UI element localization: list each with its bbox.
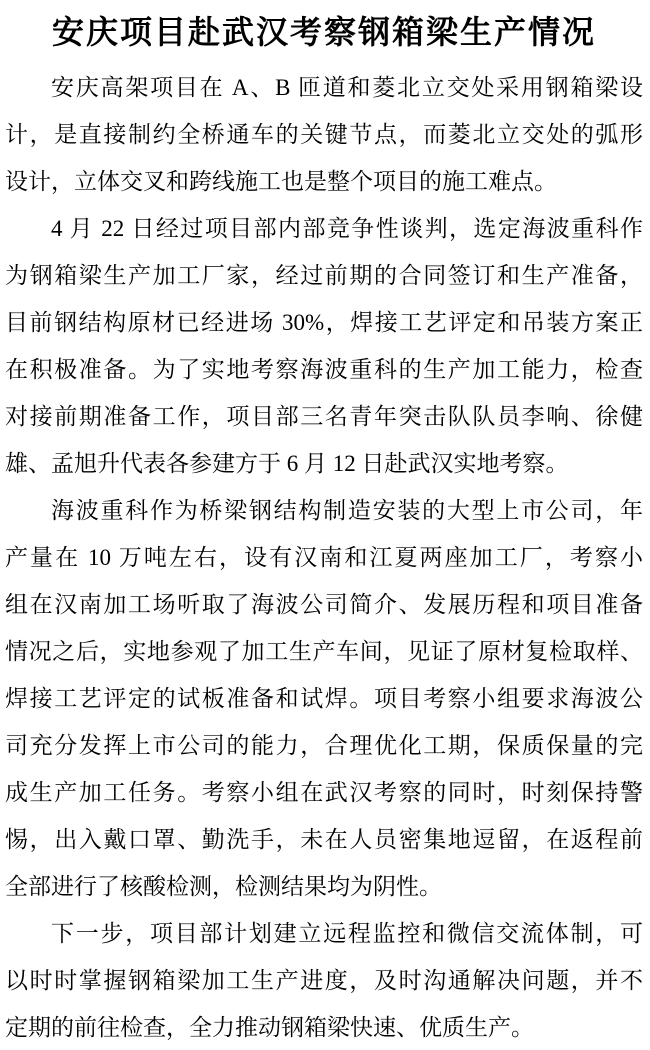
text-line: 成生产加工任务。考察小组在武汉考察的同时，时刻保持警 — [5, 780, 643, 805]
text-line: 全部进行了核酸检测，检测结果均为阴性。 — [5, 874, 442, 899]
text-line: 情况之后，实地参观了加工生产车间，见证了原材复检取样、 — [5, 639, 643, 664]
text-line: 焊接工艺评定的试板准备和试焊。项目考察小组要求海波公 — [5, 686, 643, 711]
text-line: 对接前期准备工作，项目部三名青年突击队队员李响、徐健 — [5, 404, 643, 429]
text-line: 为钢箱梁生产加工厂家，经过前期的合同签订和生产准备， — [5, 263, 643, 288]
text-line: 安庆高架项目在 A、B 匝道和菱北立交处采用钢箱梁设 — [51, 75, 643, 100]
paragraph-1 — [5, 64, 643, 205]
paragraph-3 — [5, 487, 643, 910]
text-line: 雄、孟旭升代表各参建方于 6 月 12 日赴武汉实地考察。 — [5, 451, 569, 476]
text-line: 惕，出入戴口罩、勤洗手，未在人员密集地逗留，在返程前 — [5, 827, 643, 852]
text-line: 司充分发挥上市公司的能力，合理优化工期，保质保量的完 — [5, 733, 643, 758]
text-line: 计，是直接制约全桥通车的关键节点，而菱北立交处的弧形 — [5, 122, 643, 147]
text-line: 在积极准备。为了实地考察海波重科的生产加工能力，检查 — [5, 357, 643, 382]
text-line: 产量在 10 万吨左右，设有汉南和江夏两座加工厂，考察小 — [5, 545, 643, 570]
document-title: 安庆项目赴武汉考察钢箱梁生产情况 — [51, 14, 596, 50]
document-body — [5, 64, 643, 1050]
paragraph-2 — [5, 205, 643, 487]
text-line: 组在汉南加工场听取了海波公司简介、发展历程和项目准备 — [5, 592, 643, 617]
text-line: 设计，立体交叉和跨线施工也是整个项目的施工难点。 — [5, 169, 557, 194]
text-line: 下一步，项目部计划建立远程监控和微信交流体制，可 — [51, 921, 643, 946]
text-line: 以时时掌握钢箱梁加工生产进度，及时沟通解决问题，并不 — [5, 968, 643, 993]
paragraph-4 — [5, 910, 643, 1050]
text-line: 4 月 22 日经过项目部内部竞争性谈判，选定海波重科作 — [51, 216, 643, 241]
text-line: 目前钢结构原材已经进场 30%，焊接工艺评定和吊装方案正 — [5, 310, 643, 335]
text-line: 海波重科作为桥梁钢结构制造安装的大型上市公司，年 — [51, 498, 643, 523]
text-line: 定期的前往检查，全力推动钢箱梁快速、优质生产。 — [5, 1015, 534, 1040]
